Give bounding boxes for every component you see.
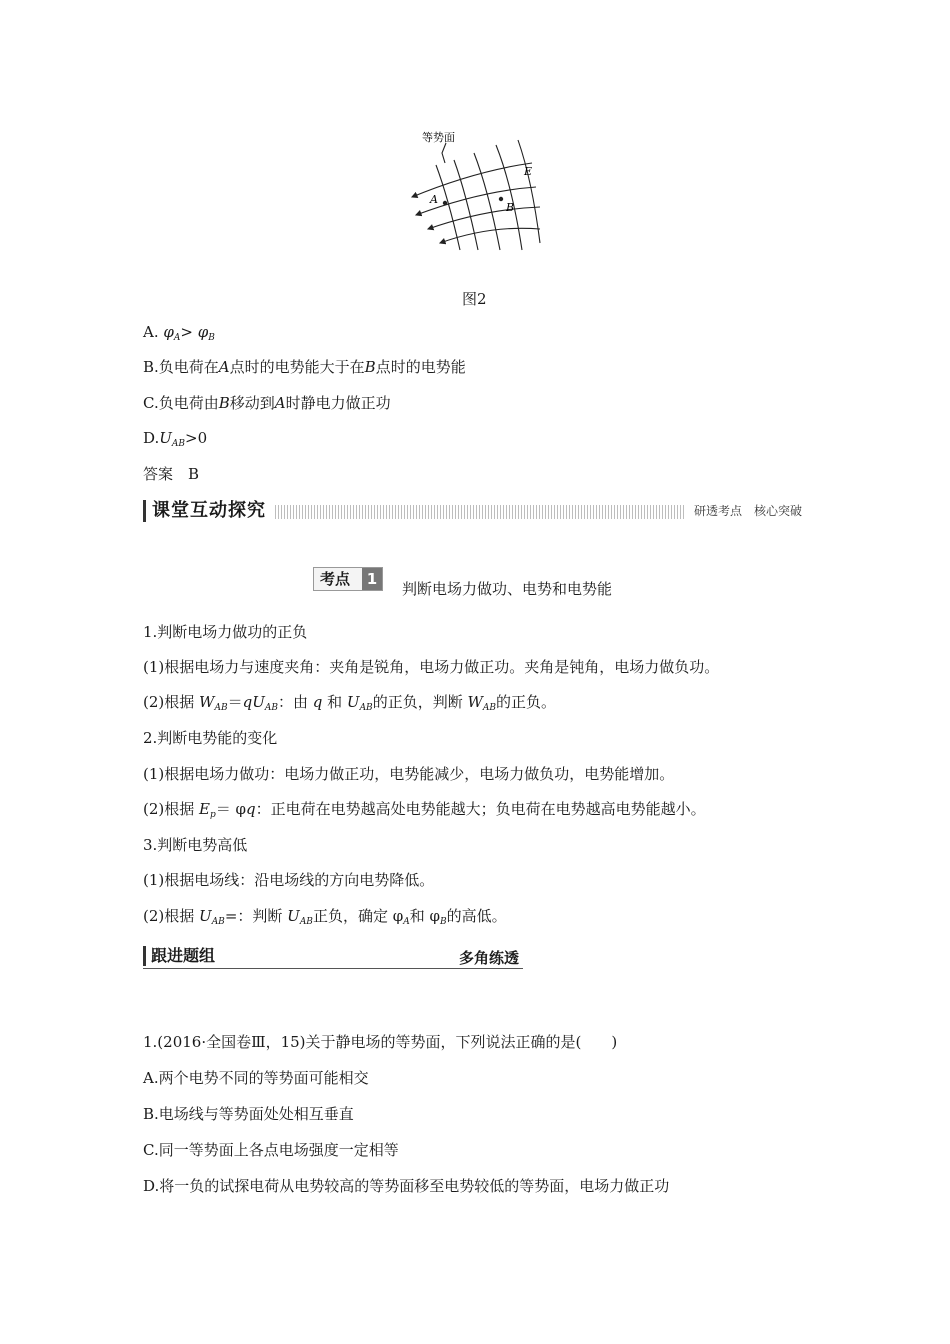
kaodian-badge bbox=[313, 567, 383, 591]
point-b-dot bbox=[499, 197, 503, 201]
content-line-1: (1)根据电场力与速度夹角：夹角是锐角，电场力做正功。夹角是钝角，电场力做负功。 bbox=[143, 658, 720, 676]
q2-option-c: C.同一等势面上各点电场强度一定相等 bbox=[143, 1141, 399, 1159]
kaodian-title: 判断电场力做功、电势和电势能 bbox=[402, 580, 613, 598]
q2-option-b: B.电场线与等势面处处相互垂直 bbox=[143, 1105, 354, 1123]
point-a-label: A bbox=[430, 193, 438, 206]
group-subtitle: 多角练透 bbox=[458, 949, 519, 967]
q1-answer: 答案 B bbox=[143, 465, 200, 483]
figure-caption: 图2 bbox=[462, 290, 487, 308]
point-a-dot bbox=[443, 201, 447, 205]
equipotential-figure bbox=[400, 125, 550, 255]
point-b-label: B bbox=[506, 201, 515, 214]
content-line-4: (2)根据 $E_p= \varphi q$：正电荷在电势越高处电势能越大；负电荷在电势越高电势能越小。 bbox=[143, 800, 706, 820]
heading-1: 1.判断电场力做功的正负 bbox=[143, 623, 308, 641]
group-header bbox=[143, 946, 523, 969]
content-line-2: (2)根据 $W_{AB}=qU_{AB}$：由 q 和 $U_{AB}$的正负，判断 $W_{AB}$的正负。 bbox=[143, 693, 557, 713]
equipotential-label: 等势面 bbox=[422, 131, 455, 144]
content-line-6: (2)根据 $U_{AB}=$：判断 $U_{AB}$正负，确定 $\varphi_A$和 $\varphi_B$的高低。 bbox=[143, 907, 507, 927]
heading-2: 2.判断电势能的变化 bbox=[143, 729, 278, 747]
q1-option-a: A. $\varphi_A> \varphi_B$ bbox=[143, 323, 215, 343]
q2-option-d: D.将一负的试探电荷从电势较高的等势面移至电势较低的等势面，电场力做正功 bbox=[143, 1177, 670, 1195]
group-title: 跟进题组 bbox=[143, 946, 215, 966]
q1-option-b: B.负电荷在A点时的电势能大于在B点时的电势能 bbox=[143, 358, 466, 376]
content-line-5: (1)根据电场线：沿电场线的方向电势降低。 bbox=[143, 871, 435, 889]
content-line-3: (1)根据电场力做功：电场力做正功，电势能减少，电场力做负功，电势能增加。 bbox=[143, 765, 675, 783]
q2-option-a: A.两个电势不同的等势面可能相交 bbox=[143, 1069, 369, 1087]
section-title: 课堂互动探究 bbox=[143, 500, 266, 522]
section-header bbox=[143, 500, 808, 524]
q2-stem: 1.(2016·全国卷Ⅲ，15)关于静电场的等势面，下列说法正确的是( ) bbox=[143, 1033, 618, 1051]
q1-option-c: C.负电荷由B移动到A时静电力做正功 bbox=[143, 394, 391, 412]
field-e-label: E bbox=[524, 165, 533, 178]
kaodian-label: 考点 bbox=[320, 570, 351, 588]
section-subtitle: 研透考点 核心突破 bbox=[686, 500, 802, 522]
q1-option-d: $D.U_{AB}>0$ bbox=[143, 429, 208, 449]
kaodian-number: 1 bbox=[362, 568, 382, 590]
heading-3: 3.判断电势高低 bbox=[143, 836, 248, 854]
